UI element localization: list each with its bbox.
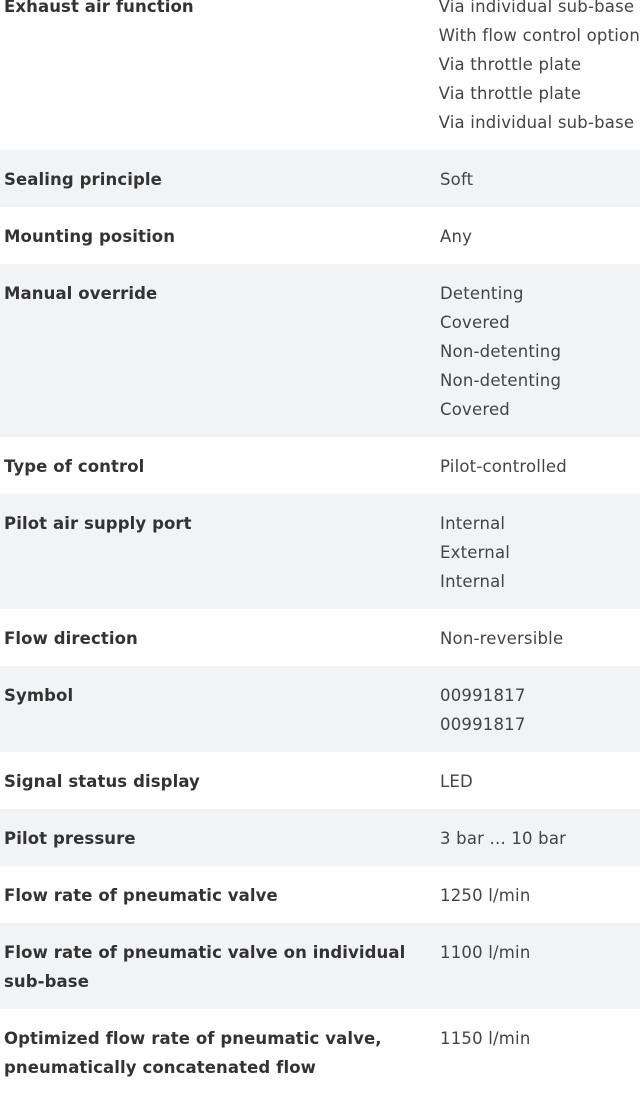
spec-row-exhaust-air-function — [0, 0, 640, 150]
spec-value — [440, 452, 640, 481]
spec-value-line: Detenting — [440, 284, 524, 303]
spec-row-flow-rate — [0, 866, 640, 923]
spec-value-line: 1150 l/min — [440, 1029, 531, 1048]
spec-label: Optimized flow rate of pneumatic valve, pneumatically concatenated flow — [4, 1029, 382, 1077]
spec-value — [440, 1024, 640, 1053]
spec-value-line: Via individual sub-base — [438, 0, 635, 16]
spec-row-mounting-position — [0, 207, 640, 264]
spec-value-line: Via individual sub-base — [438, 113, 635, 132]
spec-value — [440, 222, 640, 251]
spec-value-line: Covered — [440, 313, 510, 332]
spec-label: Pilot air supply port — [4, 514, 192, 533]
spec-value — [440, 624, 640, 653]
spec-value — [440, 938, 640, 967]
spec-value-line: Covered — [440, 400, 510, 419]
spec-value-line: 3 bar ... 10 bar — [440, 829, 567, 848]
spec-value — [440, 509, 640, 596]
spec-label: Mounting position — [4, 227, 176, 246]
spec-row-flow-rate-individual-sub-base — [0, 923, 640, 1009]
spec-row-pilot-air-supply-port — [0, 494, 640, 609]
spec-value-line: Internal — [440, 514, 506, 533]
spec-label: Manual override — [4, 284, 158, 303]
spec-value-line: 1250 l/min — [440, 886, 531, 905]
spec-label: Symbol — [4, 686, 74, 705]
spec-value-line: Any — [440, 227, 473, 246]
spec-row-optimized-flow-rate — [0, 1009, 640, 1095]
spec-value-line: Non-reversible — [440, 629, 564, 648]
spec-value-line: LED — [440, 772, 473, 791]
spec-value-line: Pilot-controlled — [440, 457, 567, 476]
spec-row-type-of-control — [0, 437, 640, 494]
spec-value-line: Via throttle plate — [438, 55, 582, 74]
spec-row-signal-status-display — [0, 752, 640, 809]
spec-row-symbol — [0, 666, 640, 752]
spec-value-line: Via throttle plate — [438, 84, 582, 103]
spec-row-manual-override — [0, 264, 640, 437]
spec-value-line: Soft — [440, 170, 474, 189]
spec-label: Exhaust air function — [4, 0, 194, 16]
spec-value — [440, 165, 640, 194]
spec-label: Flow rate of pneumatic valve — [4, 886, 278, 905]
spec-value — [439, 0, 640, 137]
spec-row-flow-direction — [0, 609, 640, 666]
spec-row-pilot-pressure — [0, 809, 640, 866]
spec-label: Flow direction — [4, 629, 138, 648]
spec-value — [440, 767, 640, 796]
spec-value-line: 1100 l/min — [440, 943, 531, 962]
spec-value-line: External — [440, 543, 511, 562]
spec-label: Signal status display — [4, 772, 200, 791]
spec-value — [440, 824, 640, 853]
spec-value — [440, 681, 640, 739]
spec-value-line: 00991817 — [440, 715, 526, 734]
spec-value — [440, 881, 640, 910]
spec-value-line: Internal — [440, 572, 506, 591]
spec-value-line: With flow control option — [438, 26, 640, 45]
spec-label: Sealing principle — [4, 170, 162, 189]
spec-value — [440, 279, 640, 424]
spec-value-line: Non-detenting — [440, 342, 562, 361]
spec-label: Type of control — [4, 457, 145, 476]
spec-label: Flow rate of pneumatic valve on individual sub-base — [4, 943, 406, 991]
spec-label: Pilot pressure — [4, 829, 136, 848]
spec-value-line: 00991817 — [440, 686, 526, 705]
spec-value-line: Non-detenting — [440, 371, 562, 390]
spec-row-sealing-principle — [0, 150, 640, 207]
